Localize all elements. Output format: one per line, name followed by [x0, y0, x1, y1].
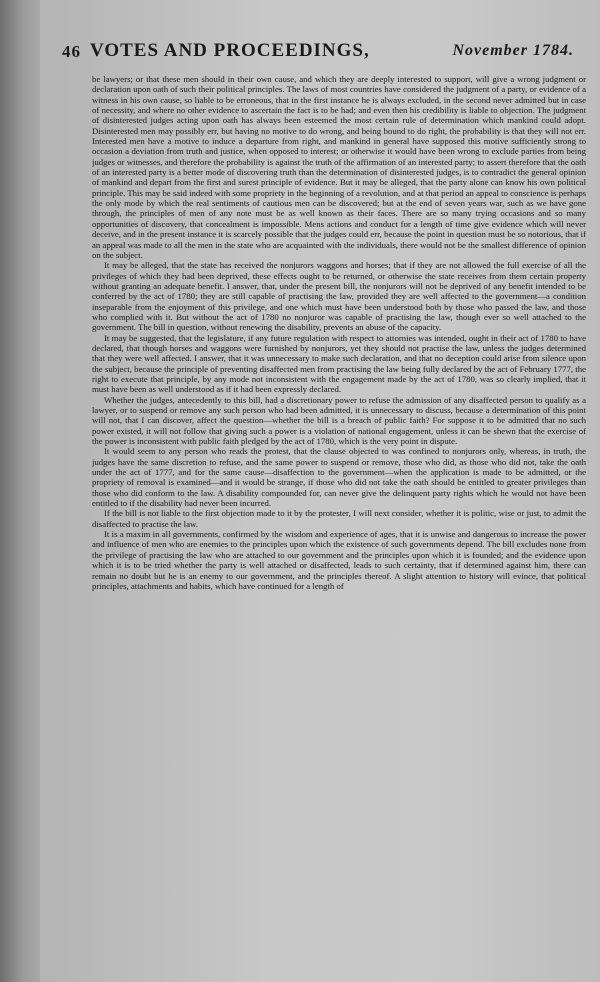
paragraph: It is a maxim in all governments, confirmed by the wisdom and experience of ages, that it is unwise and dangerous to increase the power and influence of men who are enemies to the principles upon which the existence of such governments depend. The bill excludes none from the privilege of practising the law who are attached to our government and the principles upon which it is founded; and the evidence upon which it is to be tried whether the party is well attached or disaffected, leads to such certainty, that if determined against him, there can remain no doubt but he is an enemy to our government, and the principles thereof. A slight attention to history will evince, that political principles, attachments and habits, which have continued for a length of [92, 529, 586, 591]
paragraph: If the bill is not liable to the first objection made to it by the protester, I will next consider, whether it is politic, wise or just, to admit the disaffected to practise the law. [92, 508, 586, 529]
page-number: 46 [62, 42, 81, 61]
body-text [92, 74, 586, 979]
running-header [62, 40, 582, 64]
paragraph: It may be alleged, that the state has received the nonjurors waggons and horses; that if they are not allowed the full exercise of all the privileges of which they had been deprived, these effects ought to be returned, or otherwise the state receives from them certain property without granting an adequate benefit. I answer, that, under the present bill, the nonjurors will not be deprived of any benefit intended to be conferred by the act of 1780; they are still capable of practising the law, provided they are well affected to the government—a condition inseparable from the enjoyment of this privilege, and one which must have been understood both by those who passed the law, and those who complied with it. But without the act of 1780 no nonjuror was capable of practising the law, though ever so well attached to the government. The bill in question, without renewing the disability, prevents an abuse of the capacity. [92, 260, 586, 333]
header-date: November 1784. [452, 42, 574, 59]
paragraph: It may be suggested, that the legislature, if any future regulation with respect to attornies was intended, ought in their act of 1780 to have declared, that though horses and waggons were furnished by nonjurors, yet they should not practise the law, unless the judges determined that they were well affected. I answer, that it was unnecessary to make such declaration, and that no deception could arise from silence upon the subject, because the principle of preventing disaffected men from practising the law being fully declared by the act of February 1777, the right to execute that principle, by any mode not inconsistent with the engagement made by the act of 1780, was so clearly implied, that it must have been as well understood as if it had been expressly declared. [92, 332, 586, 395]
book-gutter-shadow [0, 0, 40, 982]
paragraph: It would seem to any person who reads the protest, that the clause objected to was confined to nonjurors only, whereas, in truth, the judges have the same discretion to refuse, and the same power to suspend or remove, those who did, as those who did not, take the oath under the act of 1777, and for the same cause—disaffection to the government—when the application is made to be admitted, or the propriety of removal is examined—and it would be strange, if those who did not take the oath should be entitled to greater privileges than those who did conform to the law. A disability compounded for, can never give the delinquent party rights which he would not have been entitled to if the disability had never been incurred. [92, 446, 586, 509]
paragraph: be lawyers; or that these men should in their own cause, and which they are deeply interested to support, will give a wrong judgment or declaration upon oath of such their political principles. The laws of most countries have considered the judgment of a party, or evidence of a witness in his own cause, so liable to be erroneous, that in the first instance he is always excluded, in the second never admitted but in case of necessity, and where no other evidence to ascertain the fact is to be had; and even then his credibility is liable to objection. The judgment of disinterested judges acting upon oath has always been esteemed the most certain rule of determination which mankind could adopt. Disinterested men may possibly err, but having no motive to do wrong, and being bound to do right, the probability is that they will not err. Interested men have a motive to induce a departure from right, and mankind in general have supposed this motive sufficiently strong to occasion a deviation from truth and justice, when opposed to interest; or otherwise it would have been wrong to exclude parties from being judges or witnesses, and therefore the probability is against the truth of the affirmation of an interested party; to assert therefore that the oath of an interested party is a better mode of discovering truth than the determination of disinterested judges, is to contradict the general opinion of mankind and depart from the first and surest principle of evidence. But it may be alleged, that the party alone can know his own political principle. This may be said indeed with some propriety in the beginning of a revolution, and at that period an appeal to conscience is perhaps the only mode by which the real sentiments of cautious men can be discovered; but at the end of seven years war, such as we have gone through, the principles of men of any note must be as well known as their faces. There are so many trying occasions and so many opportunities of discovery, that concealment is impossible. Mens actions and conduct for a length of time give evidence which will never deceive, and in the present instance it is scarcely possible that the judges could err, because the point in question must be so notorious, that if an appeal was made to all the men in the state who are acquainted with the individuals, there would not be the smallest difference of opinion on the subject. [92, 74, 586, 260]
paragraph: Whether the judges, antecedently to this bill, had a discretionary power to refuse the admission of any disaffected person to qualify as a lawyer, or to suspend or remove any such person who had been admitted, it is unnecessary to discuss, because a determination of this point will not, that I can discover, affect the question—whether the bill is a breach of public faith? For suppose it to be admitted that no such power existed, it will not follow that giving such a power is a violation of national engagement, unless it can be shewn that the exercise of the power is inconsistent with public faith pledged by the act of 1780, which is the very point in dispute. [92, 394, 586, 447]
header-title: VOTES AND PROCEEDINGS, [90, 40, 370, 61]
